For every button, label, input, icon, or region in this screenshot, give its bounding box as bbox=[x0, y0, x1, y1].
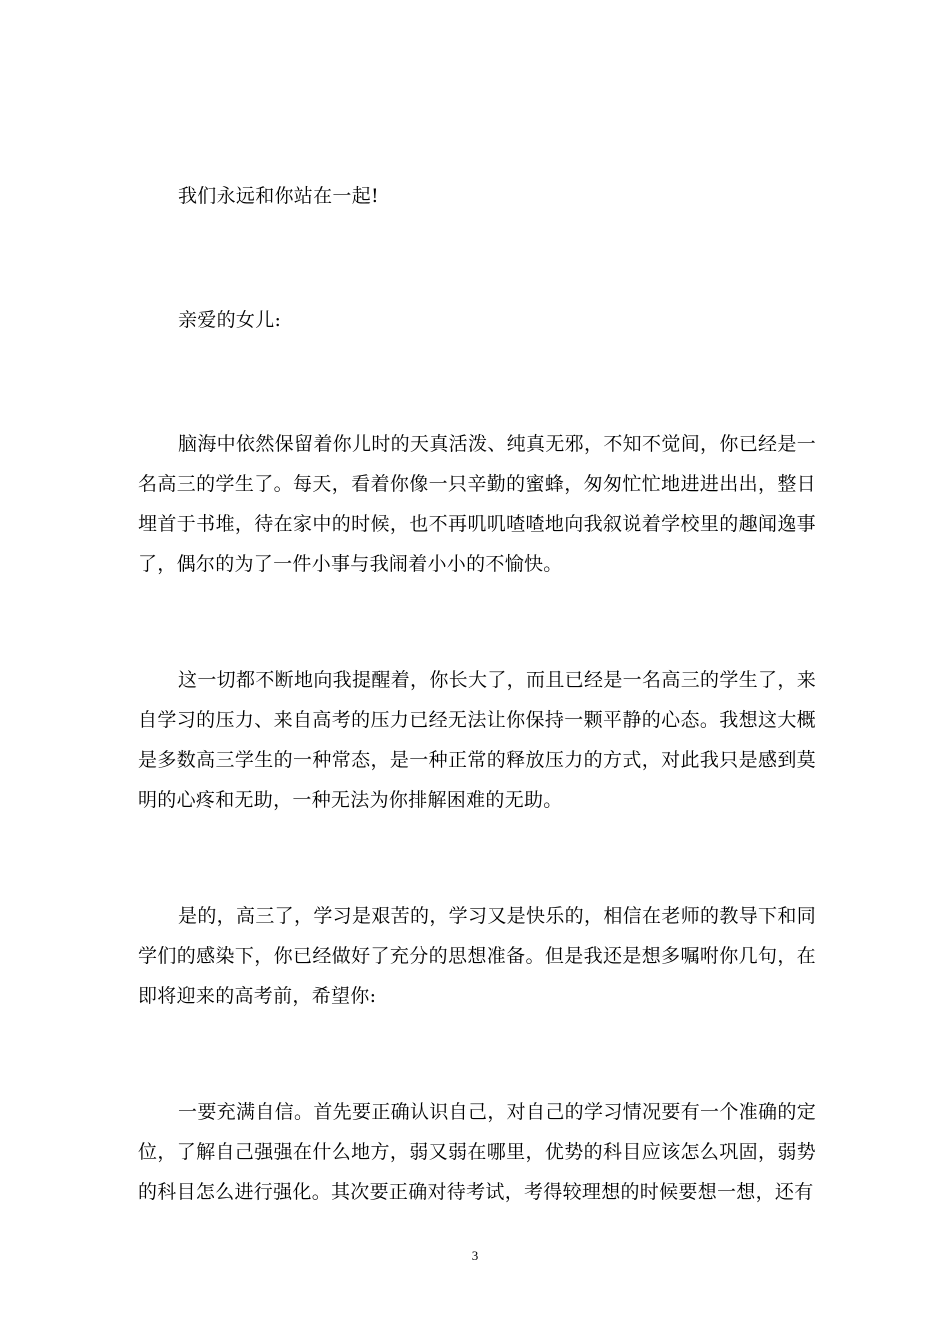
letter-greeting: 亲爱的女儿: bbox=[178, 309, 282, 331]
paragraph-3: 是的，高三了，学习是艰苦的，学习又是快乐的，相信在老师的教导下和同学们的感染下，你已经做好了充分的思想准备。但是我还是想多嘱咐你几句，在即将迎来的高考前，希望你: bbox=[138, 905, 816, 1007]
paragraph-4: 一要充满自信。首先要正确认识自己，对自己的学习情况要有一个准确的定位，了解自己强强在什么地方，弱又弱在哪里，优势的科目应该怎么巩固，弱势的科目怎么进行强化。其次要正确对待考试，考得较理想的时候要想一想，还有 bbox=[138, 1101, 816, 1203]
paragraph-2: 这一切都不断地向我提醒着，你长大了，而且已经是一名高三的学生了，来自学习的压力、来自高考的压力已经无法让你保持一颗平静的心态。我想这大概是多数高三学生的一种常态，是一种正常的释放压力的方式，对此我只是感到莫明的心疼和无助，一种无法为你排解困难的无助。 bbox=[138, 669, 816, 811]
page-number: 3 bbox=[471, 1248, 479, 1263]
paragraph-1: 脑海中依然保留着你儿时的天真活泼、纯真无邪，不知不觉间，你已经是一名高三的学生了。每天，看着你像一只辛勤的蜜蜂，匆匆忙忙地进进出出，整日埋首于书堆，待在家中的时候，也不再叽叽喳喳地向我叙说着学校里的趣闻逸事了，偶尔的为了一件小事与我闹着小小的不愉快。 bbox=[138, 433, 816, 575]
closing-line: 我们永远和你站在一起! bbox=[178, 185, 379, 207]
